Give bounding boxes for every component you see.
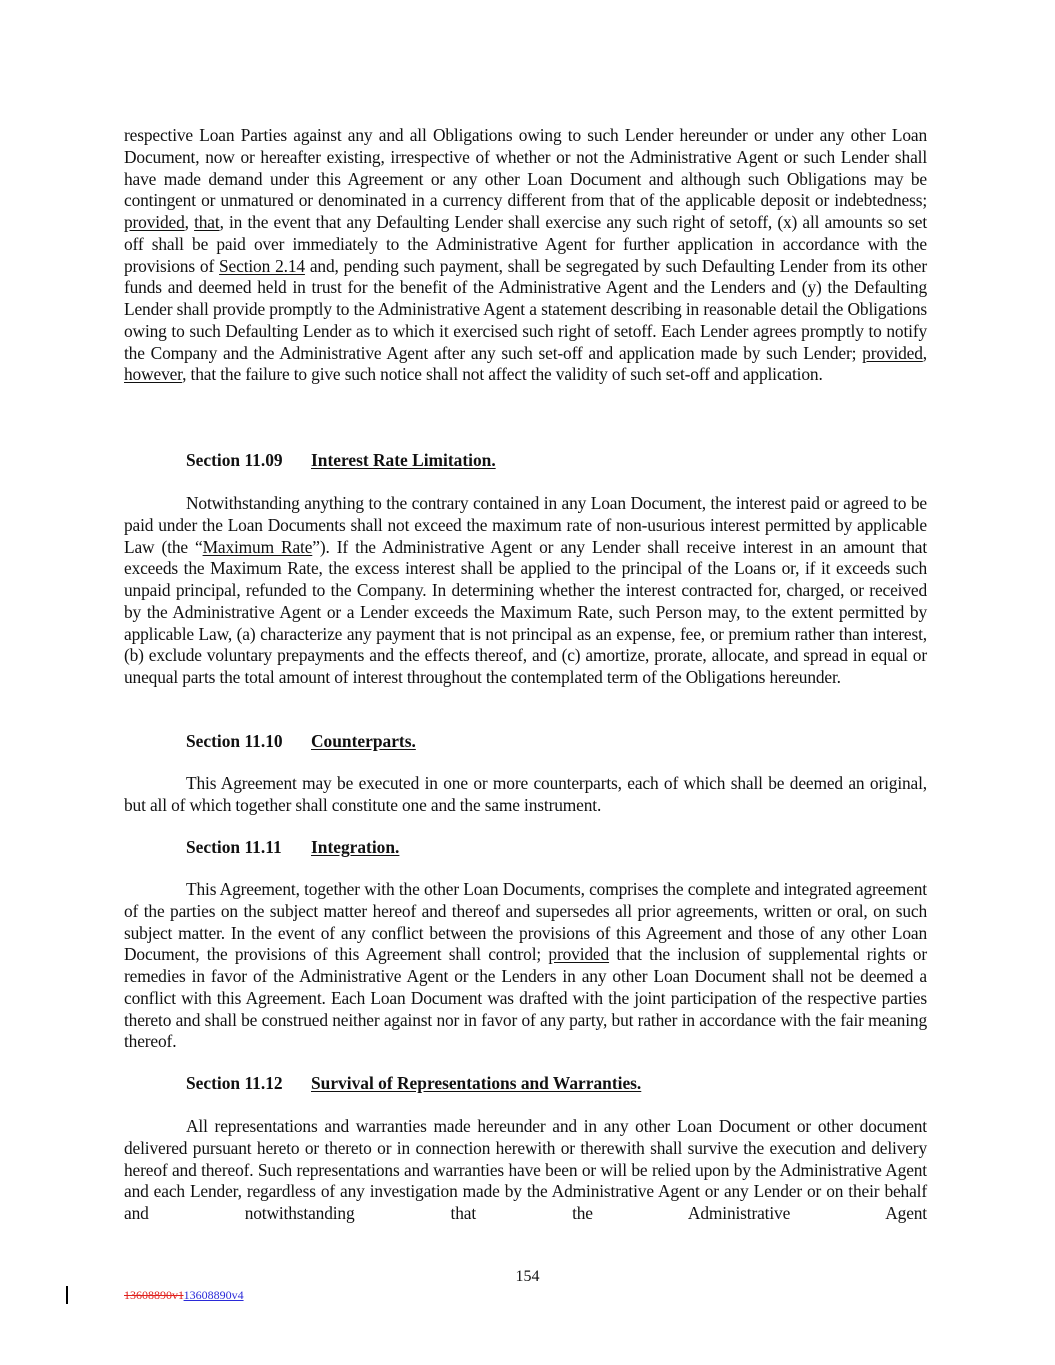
section-heading-11-12: [186, 1073, 641, 1095]
section-reference: Section 2.14: [219, 255, 305, 276]
paragraph-text: This Agreement, together with the other Loan Documents, comprises the complete and integrated agreement of the parties on the subject matter hereof and thereof and supersedes all prior agreements, written or oral, on such subject matter. In the event of any conflict between the provisions of this Agreement and those of any other Loan Document, the provisions of this Agreement shall control;: [124, 879, 927, 965]
section-title: Survival of Representations and Warranties.: [311, 1073, 642, 1093]
defined-term-maximum-rate: Maximum Rate: [202, 536, 313, 557]
document-id-inserted: 13608890v4: [183, 1288, 244, 1302]
section-title: Integration.: [311, 837, 400, 857]
section-number: Section 11.10: [186, 731, 283, 751]
defined-term-provided: provided: [862, 342, 923, 363]
section-title: Counterparts.: [311, 731, 416, 751]
section-number: Section 11.11: [186, 837, 282, 857]
defined-term-provided: provided: [548, 944, 610, 965]
section-body-11-11: [124, 879, 927, 1053]
paragraph-text: ,: [184, 212, 195, 232]
section-number: Section 11.12: [186, 1073, 283, 1093]
defined-term-however: however: [124, 364, 183, 385]
section-title: Interest Rate Limitation.: [311, 450, 496, 470]
section-body-11-10: [124, 773, 927, 817]
paragraph-text: ”). If the Administrative Agent or any Lender shall receive interest in an amount that exceeds the Maximum Rate, the excess interest shall be applied to the principal of the Loans or, if it exceeds such unpaid principal, refunded to the Company. In determining whether the interest contracted for, charged, or received by the Administrative Agent or a Lender exceeds the Maximum Rate, such Person may, to the extent permitted by applicable Law, (a) characterize any payment that is not principal as an expense, fee, or premium rather than interest, (b) exclude voluntary prepayments and the effects thereof, and (c) amortize, prorate, allocate, and spread in equal or unequal parts the total amount of interest throughout the contemplated term of the Obligations hereunder.: [124, 536, 928, 687]
paragraph-text: All representations and warranties made hereunder and in any other Loan Document or other document delivered pursuant hereto or thereto or in connection herewith or therewith shall survive the execution and delivery hereof and thereof. Such representations and warranties have been or will be relied upon by the Administrative Agent and each Lender, regardless of any investigation made by the Administrative Agent or any Lender or on their behalf and notwithstanding that the Administrative Agent: [124, 1116, 927, 1223]
paragraph-text: and, pending such payment, shall be segregated by such Defaulting Lender from its other funds and deemed held in trust for the benefit of the Administrative Agent and the Lenders and (y) the Defaulting Lender shall provide promptly to the Administrative Agent a statement describing in reasonable detail the Obligations owing to such Defaulting Lender as to which it exercised such right of setoff. Each Lender agrees promptly to notify the Company and the Administrative Agent after any such set-off and application made by such Lender;: [124, 255, 927, 363]
section-body-11-09: [124, 493, 927, 689]
paragraph-text: that the inclusion of supplemental rights or remedies in favor of the Administrative Agent or the Lenders in any other Loan Document shall not be deemed a conflict with this Agreement. Each Loan Document was drafted with the joint participation of the respective parties thereto and shall be construed neither against nor in favor of any party, but rather in accordance with the fair meaning thereof.: [124, 944, 927, 1052]
change-bar: [66, 1286, 68, 1304]
section-number: Section 11.09: [186, 450, 283, 470]
document-id: [124, 1288, 244, 1303]
section-heading-11-11: [186, 837, 399, 859]
paragraph-text: respective Loan Parties against any and all Obligations owing to such Lender hereunder or under any other Loan Document, now or hereafter existing, irrespective of whether or not the Administrative Agent or such Lender shall have made demand under this Agreement or any other Loan Document and although such Obligations may be contingent or unmatured or denominated in a currency different from that of the applicable deposit or indebtedness;: [124, 125, 927, 211]
paragraph-text: , that the failure to give such notice shall not affect the validity of such set-off and application.: [182, 364, 823, 385]
paragraph-text: ,: [922, 342, 927, 363]
defined-term-provided: provided: [124, 212, 185, 232]
section-heading-11-10: [186, 731, 416, 753]
continuation-paragraph: [124, 125, 927, 386]
section-heading-11-09: [186, 450, 496, 472]
document-id-deleted: 13608890v1: [124, 1288, 184, 1302]
section-body-11-12: [124, 1116, 927, 1225]
paragraph-text: , in the event that any Defaulting Lender shall exercise any such right of setoff, (x) all amounts so set off shall be paid over immediately to the Administrative Agent for further application in accordance with the provisions of: [124, 212, 927, 276]
defined-term-that: that: [194, 212, 220, 232]
paragraph-text: This Agreement may be executed in one or more counterparts, each of which shall be deemed an original, but all of which together shall constitute one and the same instrument.: [124, 773, 927, 815]
paragraph-text: Notwithstanding anything to the contrary contained in any Loan Document, the interest paid or agreed to be paid under the Loan Documents shall not exceed the maximum rate of non-usurious interest permitted by applicable Law (the “: [124, 493, 927, 557]
page-number: 154: [515, 1268, 540, 1285]
